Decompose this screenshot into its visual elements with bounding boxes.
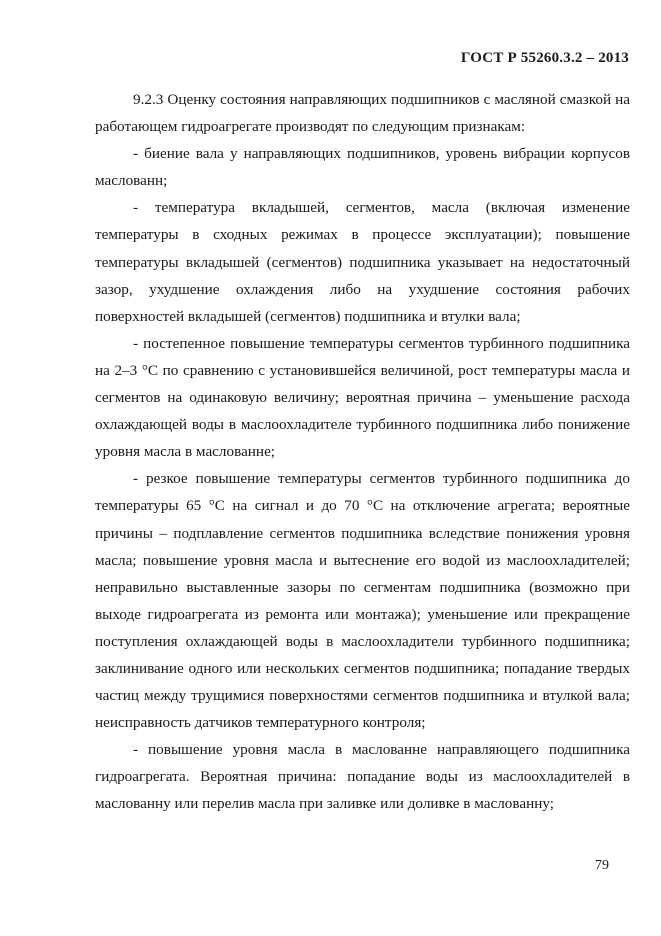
page-number: 79	[595, 858, 609, 873]
paragraph-item-oil-level: - повышение уровня масла в маслованне направляющего подшипника гидроагрегата. Вероятная причина: попадание воды из маслоохладителей в маслованну или перелив масла при заливке или доливке в маслованну;	[95, 741, 630, 813]
paragraph-item-gradual-increase: - постепенное повышение температуры сегментов турбинного подшипника на 2–3 °С по сравнению с установившейся величиной, рост температуры масла и сегментов на одинаковую величину; вероятная причина – уменьшение расхода охлаждающей воды в маслоохладителе турбинного подшипника либо понижение уровня масла в маслованне;	[95, 334, 630, 461]
standard-code-header: ГОСТ Р 55260.3.2 – 2013	[460, 50, 629, 66]
section-body	[95, 86, 630, 818]
paragraph-intro: 9.2.3 Оценку состояния направляющих подшипников с масляной смазкой на работающем гидроагрегате производят по следующим признакам:	[95, 91, 630, 136]
paragraph-item-sharp-increase: - резкое повышение температуры сегментов турбинного подшипника до температуры 65 °С на сигнал и до 70 °С на отключение агрегата; вероятные причины – подплавление сегментов подшипника вследствие понижения уровня масла; повышение уровня масла и вытеснение его водой из маслоохладителей; неправильно выставленные зазоры по сегментам подшипника (возможно при выходе гидроагрегата из ремонта или монтажа); уменьшение или прекращение поступления охлаждающей воды в маслоохладители турбинного подшипника; заклинивание одного или нескольких сегментов подшипника; попадание твердых частиц между трущимися поверхностями сегментов подшипника и втулкой вала; неисправность датчиков температурного контроля;	[95, 470, 630, 732]
paragraph-item-shaft-runout: - биение вала у направляющих подшипников, уровень вибрации корпусов маслованн;	[95, 145, 630, 190]
paragraph-item-temperature: - температура вкладышей, сегментов, масла (включая изменение температуры в сходных режимах в процессе эксплуатации); повышение температуры вкладышей (сегментов) подшипника указывает на недостаточный зазор, ухудшение охлаждения либо на ухудшение состояния рабочих поверхностей вкладышей (сегментов) подшипника и втулки вала;	[95, 199, 630, 325]
